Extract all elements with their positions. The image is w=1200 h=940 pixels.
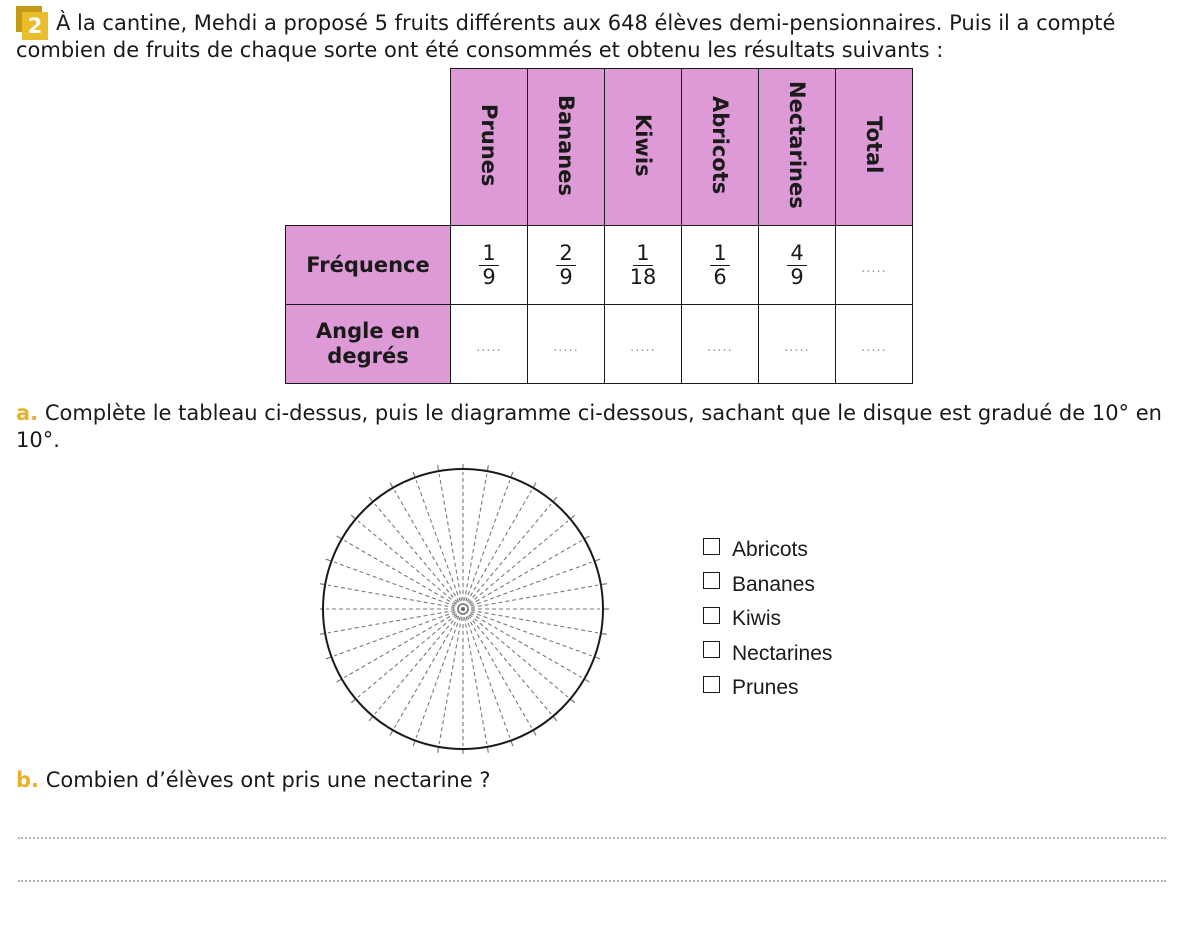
graduation-line <box>416 480 460 601</box>
graduation-tick <box>571 515 575 518</box>
graduation-line <box>439 617 461 744</box>
graduation-line <box>471 562 592 606</box>
graduation-line <box>468 615 551 714</box>
graduation-line <box>469 614 568 697</box>
graduation-tick <box>595 657 600 659</box>
graduation-tick <box>511 472 513 477</box>
graduation-line <box>466 617 510 738</box>
col-header-nectarines: Nectarines <box>759 69 836 226</box>
angle-cell-total[interactable]: ..... <box>836 305 913 384</box>
graduation-line <box>471 612 592 656</box>
graduation-line <box>468 504 551 603</box>
legend-label: Abricots <box>732 538 808 562</box>
row-header-angle: Angle en degrés <box>286 305 451 384</box>
graduation-tick <box>595 559 600 561</box>
freq-cell-abricots: $\frac{1}{6}$ <box>682 226 759 305</box>
graduation-line <box>375 615 458 714</box>
graduation-tick <box>413 472 415 477</box>
legend-checkbox[interactable] <box>703 676 720 693</box>
graduation-line <box>416 617 460 738</box>
answer-line[interactable] <box>18 880 1166 882</box>
graduation-tick <box>351 700 355 703</box>
graduation-tick <box>602 633 607 634</box>
graduation-tick <box>390 731 393 735</box>
legend-checkbox[interactable] <box>703 607 720 624</box>
exercise-intro <box>16 10 1181 64</box>
graduation-line <box>471 610 598 632</box>
center-point <box>461 607 465 611</box>
table-corner <box>286 69 451 226</box>
graduation-tick <box>534 731 537 735</box>
graduation-tick <box>487 465 488 470</box>
legend-label: Kiwis <box>732 607 782 631</box>
graduation-tick <box>390 483 393 487</box>
graduation-line <box>464 617 486 744</box>
graduation-line <box>344 613 456 678</box>
graduation-line <box>470 613 582 678</box>
angle-cell-abricots[interactable]: ..... <box>682 305 759 384</box>
question-b-letter: b. <box>16 768 40 792</box>
graduation-line <box>471 585 598 607</box>
legend-label: Nectarines <box>732 641 833 665</box>
graduation-tick <box>337 680 341 683</box>
col-header-total: Total <box>836 69 913 226</box>
graduation-tick <box>487 748 488 753</box>
freq-cell-prunes: $\frac{1}{9}$ <box>451 226 528 305</box>
graduation-line <box>466 480 510 601</box>
legend-item-abricots[interactable] <box>703 533 832 568</box>
angle-cell-prunes[interactable]: ..... <box>451 305 528 384</box>
question-a <box>16 400 1181 454</box>
freq-cell-total[interactable]: ..... <box>836 226 913 305</box>
freq-cell-nectarines: $\frac{4}{9}$ <box>759 226 836 305</box>
answer-line[interactable] <box>18 837 1166 839</box>
frequency-table <box>285 68 913 384</box>
angle-cell-bananes[interactable]: ..... <box>528 305 605 384</box>
col-header-kiwis: Kiwis <box>605 69 682 226</box>
question-a-text: Complète le tableau ci-dessus, puis le diagramme ci-dessous, sachant que le disque est gradué de 10° en 10°. <box>16 401 1162 452</box>
graduation-tick <box>438 748 439 753</box>
graduation-line <box>328 610 455 632</box>
graduation-tick <box>413 741 415 746</box>
question-b-text: Combien d’élèves ont pris une nectarine ? <box>45 768 491 792</box>
graduation-line <box>467 490 532 602</box>
legend-label: Bananes <box>732 572 815 596</box>
graduation-line <box>469 521 568 604</box>
angle-cell-nectarines[interactable]: ..... <box>759 305 836 384</box>
legend-label: Prunes <box>732 676 799 700</box>
graduation-line <box>395 616 460 728</box>
graduation-tick <box>554 717 557 721</box>
graduation-tick <box>337 536 341 539</box>
col-header-prunes: Prunes <box>451 69 528 226</box>
legend-checkbox[interactable] <box>703 538 720 555</box>
graduation-line <box>439 474 461 601</box>
graduation-line <box>344 541 456 606</box>
graduation-tick <box>320 584 324 585</box>
graduation-tick <box>351 515 355 518</box>
legend-item-kiwis[interactable] <box>703 602 832 637</box>
graduation-tick <box>571 700 575 703</box>
question-a-letter: a. <box>16 401 39 425</box>
legend-item-bananes[interactable] <box>703 568 832 603</box>
graduation-tick <box>602 584 607 585</box>
graduation-tick <box>554 497 557 501</box>
exercise-number: 2 <box>22 12 48 40</box>
freq-cell-bananes: $\frac{2}{9}$ <box>528 226 605 305</box>
graduation-line <box>467 616 532 728</box>
graduation-tick <box>369 497 372 501</box>
question-b <box>16 767 1181 794</box>
graduation-tick <box>320 633 324 634</box>
intro-text: À la cantine, Mehdi a proposé 5 fruits différents aux 648 élèves demi-pensionnaires. Puis il a compté combien de fruits de chaque sorte ont été consommés et obtenu les résultats suivants : <box>16 11 1116 62</box>
legend-checkbox[interactable] <box>703 572 720 589</box>
graduation-line <box>375 504 458 603</box>
graduation-tick <box>585 680 589 683</box>
table-header-row <box>286 69 913 226</box>
row-header-frequence: Fréquence <box>286 226 451 305</box>
legend <box>703 533 832 706</box>
graduation-tick <box>511 741 513 746</box>
graduation-line <box>470 541 582 606</box>
graduation-tick <box>438 465 439 470</box>
legend-checkbox[interactable] <box>703 641 720 658</box>
graduation-tick <box>534 483 537 487</box>
graduation-tick <box>326 559 331 561</box>
legend-item-nectarines[interactable] <box>703 637 832 672</box>
freq-cell-kiwis: $\frac{1}{18}$ <box>605 226 682 305</box>
graduation-line <box>334 562 455 606</box>
col-header-abricots: Abricots <box>682 69 759 226</box>
graduation-line <box>464 474 486 601</box>
graduated-pie-diagram[interactable] <box>320 464 610 754</box>
graduation-line <box>334 612 455 656</box>
graduation-line <box>358 614 457 697</box>
graduation-line <box>328 585 455 607</box>
table-row-angle <box>286 305 913 384</box>
table-row-frequence <box>286 226 913 305</box>
graduation-tick <box>369 717 372 721</box>
angle-cell-kiwis[interactable]: ..... <box>605 305 682 384</box>
graduation-line <box>395 490 460 602</box>
graduation-tick <box>585 536 589 539</box>
graduation-line <box>358 521 457 604</box>
graduation-tick <box>326 657 331 659</box>
legend-item-prunes[interactable] <box>703 671 832 706</box>
col-header-bananes: Bananes <box>528 69 605 226</box>
